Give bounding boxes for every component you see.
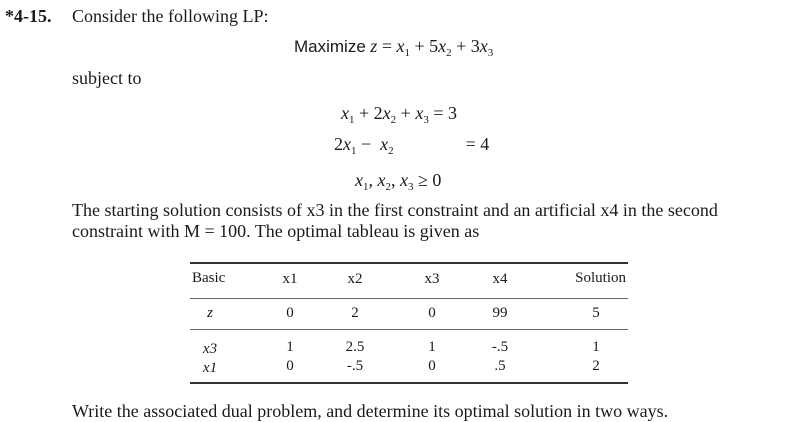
z-x4: 99 xyxy=(492,305,508,321)
header-x4: x4 xyxy=(492,271,508,287)
header-x3: x3 xyxy=(424,271,440,287)
subject-to-label: subject to xyxy=(72,68,142,88)
header-x2: x2 xyxy=(347,271,363,287)
z-x3: 0 xyxy=(428,305,436,321)
table-top-rule xyxy=(190,262,628,264)
row2-x1: 0 xyxy=(286,358,294,374)
row1-x2: 2.5 xyxy=(345,339,365,355)
header-solution: Solution xyxy=(575,270,626,286)
row2-x2: -.5 xyxy=(346,358,364,374)
paragraph-line-2: constraint with M = 100. The optimal tableau is given as xyxy=(72,221,480,241)
table-header-rule xyxy=(190,298,628,299)
objective-label: Maximize xyxy=(294,37,366,56)
z-x2: 2 xyxy=(351,305,359,321)
objective-function: Maximize $z = x_1 + 5x_2 + 3x_3$ xyxy=(294,36,494,59)
closing-instruction: Write the associated dual problem, and determine its optimal solution in two ways. xyxy=(72,401,669,421)
z-solution: 5 xyxy=(592,305,600,321)
z-x1: 0 xyxy=(286,305,294,321)
table-bottom-rule xyxy=(190,382,628,384)
row1-x3: 1 xyxy=(428,339,436,355)
header-x1: x1 xyxy=(282,271,298,287)
row2-x4: .5 xyxy=(494,358,506,374)
problem-number: *4-15. xyxy=(5,6,52,26)
row1-basic: x3 xyxy=(202,341,218,357)
z-basic: z xyxy=(207,305,213,321)
row1-x4: -.5 xyxy=(491,339,509,355)
problem-intro: Consider the following LP: xyxy=(72,6,269,26)
optimal-tableau xyxy=(190,262,628,384)
row2-basic: x1 xyxy=(202,360,218,376)
nonnegativity-constraint: $x_1$, $x_2$, $x_3 \ge 0$ xyxy=(355,170,442,193)
row2-x3: 0 xyxy=(428,358,436,374)
constraint-1: $x_1 + 2x_2 + x_3 = 3$ xyxy=(341,103,457,126)
tableau-description xyxy=(72,200,718,242)
row1-solution: 1 xyxy=(592,339,600,355)
table-z-rule xyxy=(190,329,628,330)
header-basic: Basic xyxy=(192,270,226,286)
paragraph-line-1: The starting solution consists of x3 in the first constraint and an artificial x4 in the second xyxy=(72,200,718,220)
row1-x1: 1 xyxy=(286,339,294,355)
constraint-2: $2x_1 - x_2$ = 4 xyxy=(334,134,490,157)
row2-solution: 2 xyxy=(592,358,600,374)
